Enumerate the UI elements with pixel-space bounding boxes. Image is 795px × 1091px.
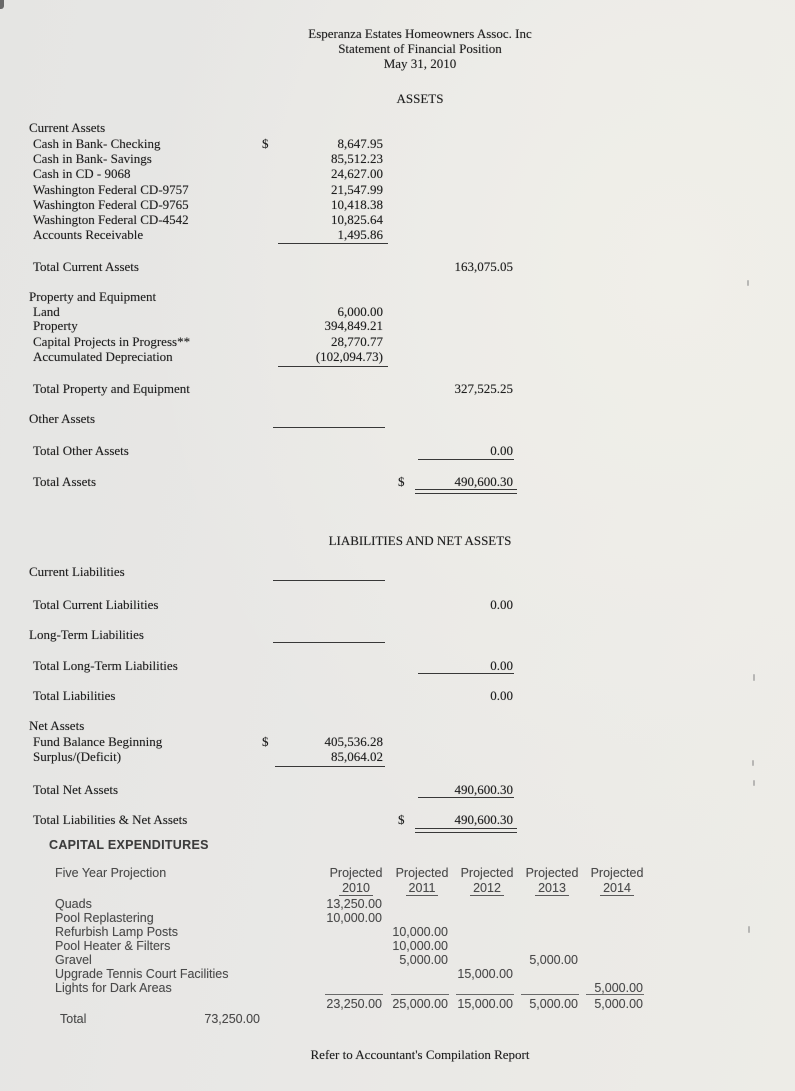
cell-value: 10,000.00 (326, 911, 382, 925)
column-total-rule (586, 994, 644, 995)
section-label: Current Liabilities (29, 564, 125, 579)
row-value: 21,547.99 (331, 182, 383, 197)
total-row (0, 782, 795, 798)
row-label: Cash in Bank- Checking (33, 136, 161, 151)
row-value: 394,849.21 (324, 318, 383, 333)
total-row (0, 688, 795, 704)
asset-row (0, 151, 795, 167)
double-rule (415, 489, 517, 494)
row-label: Upgrade Tennis Court Facilities (55, 967, 229, 981)
year-label: 2011 (406, 881, 439, 896)
row-label: Accumulated Depreciation (33, 349, 173, 364)
column-total-rule (521, 994, 579, 995)
asset-row (0, 182, 795, 198)
year-label: 2012 (470, 881, 504, 896)
section-row (0, 718, 795, 734)
total-label: Total Current Assets (33, 259, 139, 274)
capex-year-row (0, 881, 795, 896)
row-label: Pool Replastering (55, 911, 154, 925)
capex-heading: CAPITAL EXPENDITURES (49, 838, 209, 852)
section-row (0, 411, 795, 427)
total-row (0, 259, 795, 275)
total-row (0, 597, 795, 613)
subtotal-rule (275, 766, 385, 767)
subtotal-rule (418, 673, 514, 674)
capex-row (0, 953, 795, 968)
total-label: Total Long-Term Liabilities (33, 658, 178, 673)
liabilities-heading: LIABILITIES AND NET ASSETS (328, 533, 512, 548)
asset-row (0, 136, 795, 152)
cell-value: 10,000.00 (392, 925, 448, 939)
subtotal-rule (278, 243, 388, 244)
total-label: Total Liabilities & Net Assets (33, 812, 188, 827)
capex-header-row (0, 866, 795, 881)
asset-row (0, 349, 795, 365)
section-row (0, 627, 795, 643)
section-label: Property and Equipment (29, 289, 157, 304)
row-label: Quads (55, 897, 92, 911)
total-label: Total Liabilities (33, 688, 116, 703)
row-label: Washington Federal CD-9757 (33, 182, 189, 197)
row-value: 85,064.02 (331, 749, 383, 764)
capex-totals-row (0, 997, 795, 1012)
dollar-sign: $ (262, 136, 269, 151)
row-label: Lights for Dark Areas (55, 981, 172, 995)
total-value: 327,525.25 (454, 381, 513, 396)
net-asset-row (0, 749, 795, 765)
row-value: 24,627.00 (331, 166, 383, 181)
row-label: Accounts Receivable (33, 227, 144, 242)
column-header: Projected (590, 866, 644, 880)
dollar-sign: $ (398, 474, 405, 489)
total-value: 0.00 (490, 658, 513, 673)
total-value: 163,075.05 (454, 259, 513, 274)
year-label: 2013 (535, 881, 569, 896)
column-total: 5,000.00 (529, 997, 578, 1011)
year-header (572, 881, 662, 896)
grand-total-row (0, 812, 795, 828)
blank-line-rule (273, 427, 385, 428)
capex-row (0, 897, 795, 912)
row-label: Washington Federal CD-9765 (33, 197, 189, 212)
subtotal-rule (278, 366, 388, 367)
column-header: Projected (525, 866, 579, 880)
blank-line-rule (273, 642, 385, 643)
total-value: 0.00 (490, 443, 513, 458)
section-label: Current Assets (29, 120, 106, 135)
asset-row (0, 227, 795, 243)
net-asset-row (0, 734, 795, 750)
scan-corner-artifact (0, 0, 4, 9)
asset-row (0, 166, 795, 182)
org-name: Esperanza Estates Homeowners Assoc. Inc (308, 26, 532, 41)
column-total-rule (391, 994, 449, 995)
year-label: 2014 (600, 881, 634, 896)
row-label: Refurbish Lamp Posts (55, 925, 178, 939)
total-row (0, 381, 795, 397)
column-total: 25,000.00 (392, 997, 448, 1011)
section-row (0, 564, 795, 580)
subtotal-rule (418, 459, 514, 460)
capex-row (0, 967, 795, 982)
column-header: Projected (395, 866, 449, 880)
row-label: Cash in CD - 9068 (33, 166, 131, 181)
section-label: Net Assets (29, 718, 85, 733)
row-value: 8,647.95 (337, 136, 383, 151)
total-label: Total Assets (33, 474, 97, 489)
scan-speck (753, 674, 755, 681)
row-label: Cash in Bank- Savings (33, 151, 152, 166)
doc-title: Statement of Financial Position (338, 41, 502, 56)
cell-value: 15,000.00 (457, 967, 513, 981)
footer-note: Refer to Accountant's Compilation Report (310, 1047, 530, 1062)
row-value: 10,418.38 (331, 197, 383, 212)
cell-value: 5,000.00 (529, 953, 578, 967)
row-label: Washington Federal CD-4542 (33, 212, 189, 227)
column-total: 15,000.00 (457, 997, 513, 1011)
column-total: 23,250.00 (326, 997, 382, 1011)
row-label: Property (33, 318, 78, 333)
row-value: 10,825.64 (331, 212, 383, 227)
cell-value: 13,250.00 (326, 897, 382, 911)
cell-value: 5,000.00 (399, 953, 448, 967)
total-row (0, 443, 795, 459)
total-value: 490,600.30 (454, 474, 513, 489)
row-value: 85,512.23 (331, 151, 383, 166)
blank-line-rule (273, 580, 385, 581)
row-label: Pool Heater & Filters (55, 939, 171, 953)
asset-row (0, 318, 795, 334)
row-label: Gravel (55, 953, 92, 967)
row-value: 405,536.28 (324, 734, 383, 749)
total-label: Total Current Liabilities (33, 597, 159, 612)
column-total: 5,000.00 (594, 997, 643, 1011)
cell-value: 5,000.00 (594, 981, 643, 995)
total-label: Total (60, 1012, 87, 1026)
row-value: 28,770.77 (331, 334, 383, 349)
section-row (0, 289, 795, 305)
dollar-sign: $ (398, 812, 405, 827)
assets-heading: ASSETS (396, 91, 444, 106)
section-label: Long-Term Liabilities (29, 627, 144, 642)
total-value: 490,600.30 (454, 782, 513, 797)
section-row (0, 120, 795, 136)
capex-row (0, 911, 795, 926)
column-header: Projected (329, 866, 383, 880)
row-label: Capital Projects in Progress** (33, 334, 191, 349)
asset-row (0, 334, 795, 350)
section-label: Other Assets (29, 411, 96, 426)
grand-total-row (0, 474, 795, 490)
double-rule (415, 828, 517, 833)
scan-speck (747, 280, 749, 286)
total-value: 73,250.00 (204, 1012, 260, 1026)
total-label: Total Net Assets (33, 782, 119, 797)
asset-row (0, 197, 795, 213)
capex-row (0, 939, 795, 954)
column-total-rule (325, 994, 383, 995)
cell-value: 10,000.00 (392, 939, 448, 953)
row-value: (102,094.73) (315, 349, 383, 364)
total-value: 0.00 (490, 688, 513, 703)
total-value: 490,600.30 (454, 812, 513, 827)
capex-row (0, 925, 795, 940)
year-label: 2010 (339, 881, 373, 896)
row-value: 1,495.86 (337, 227, 383, 242)
total-value: 0.00 (490, 597, 513, 612)
row-label: Fund Balance Beginning (33, 734, 163, 749)
row-label: Land (33, 304, 60, 319)
column-header: Projected (460, 866, 514, 880)
capex-grand-total-row (0, 1012, 795, 1027)
subtotal-rule (418, 797, 514, 798)
row-value: 6,000.00 (337, 304, 383, 319)
dollar-sign: $ (262, 734, 269, 749)
total-row (0, 658, 795, 674)
doc-date: May 31, 2010 (383, 56, 457, 71)
total-label: Total Other Assets (33, 443, 129, 458)
total-label: Total Property and Equipment (33, 381, 190, 396)
capex-subheading: Five Year Projection (55, 866, 167, 880)
column-total-rule (456, 994, 514, 995)
asset-row (0, 212, 795, 228)
row-label: Surplus/(Deficit) (33, 749, 122, 764)
